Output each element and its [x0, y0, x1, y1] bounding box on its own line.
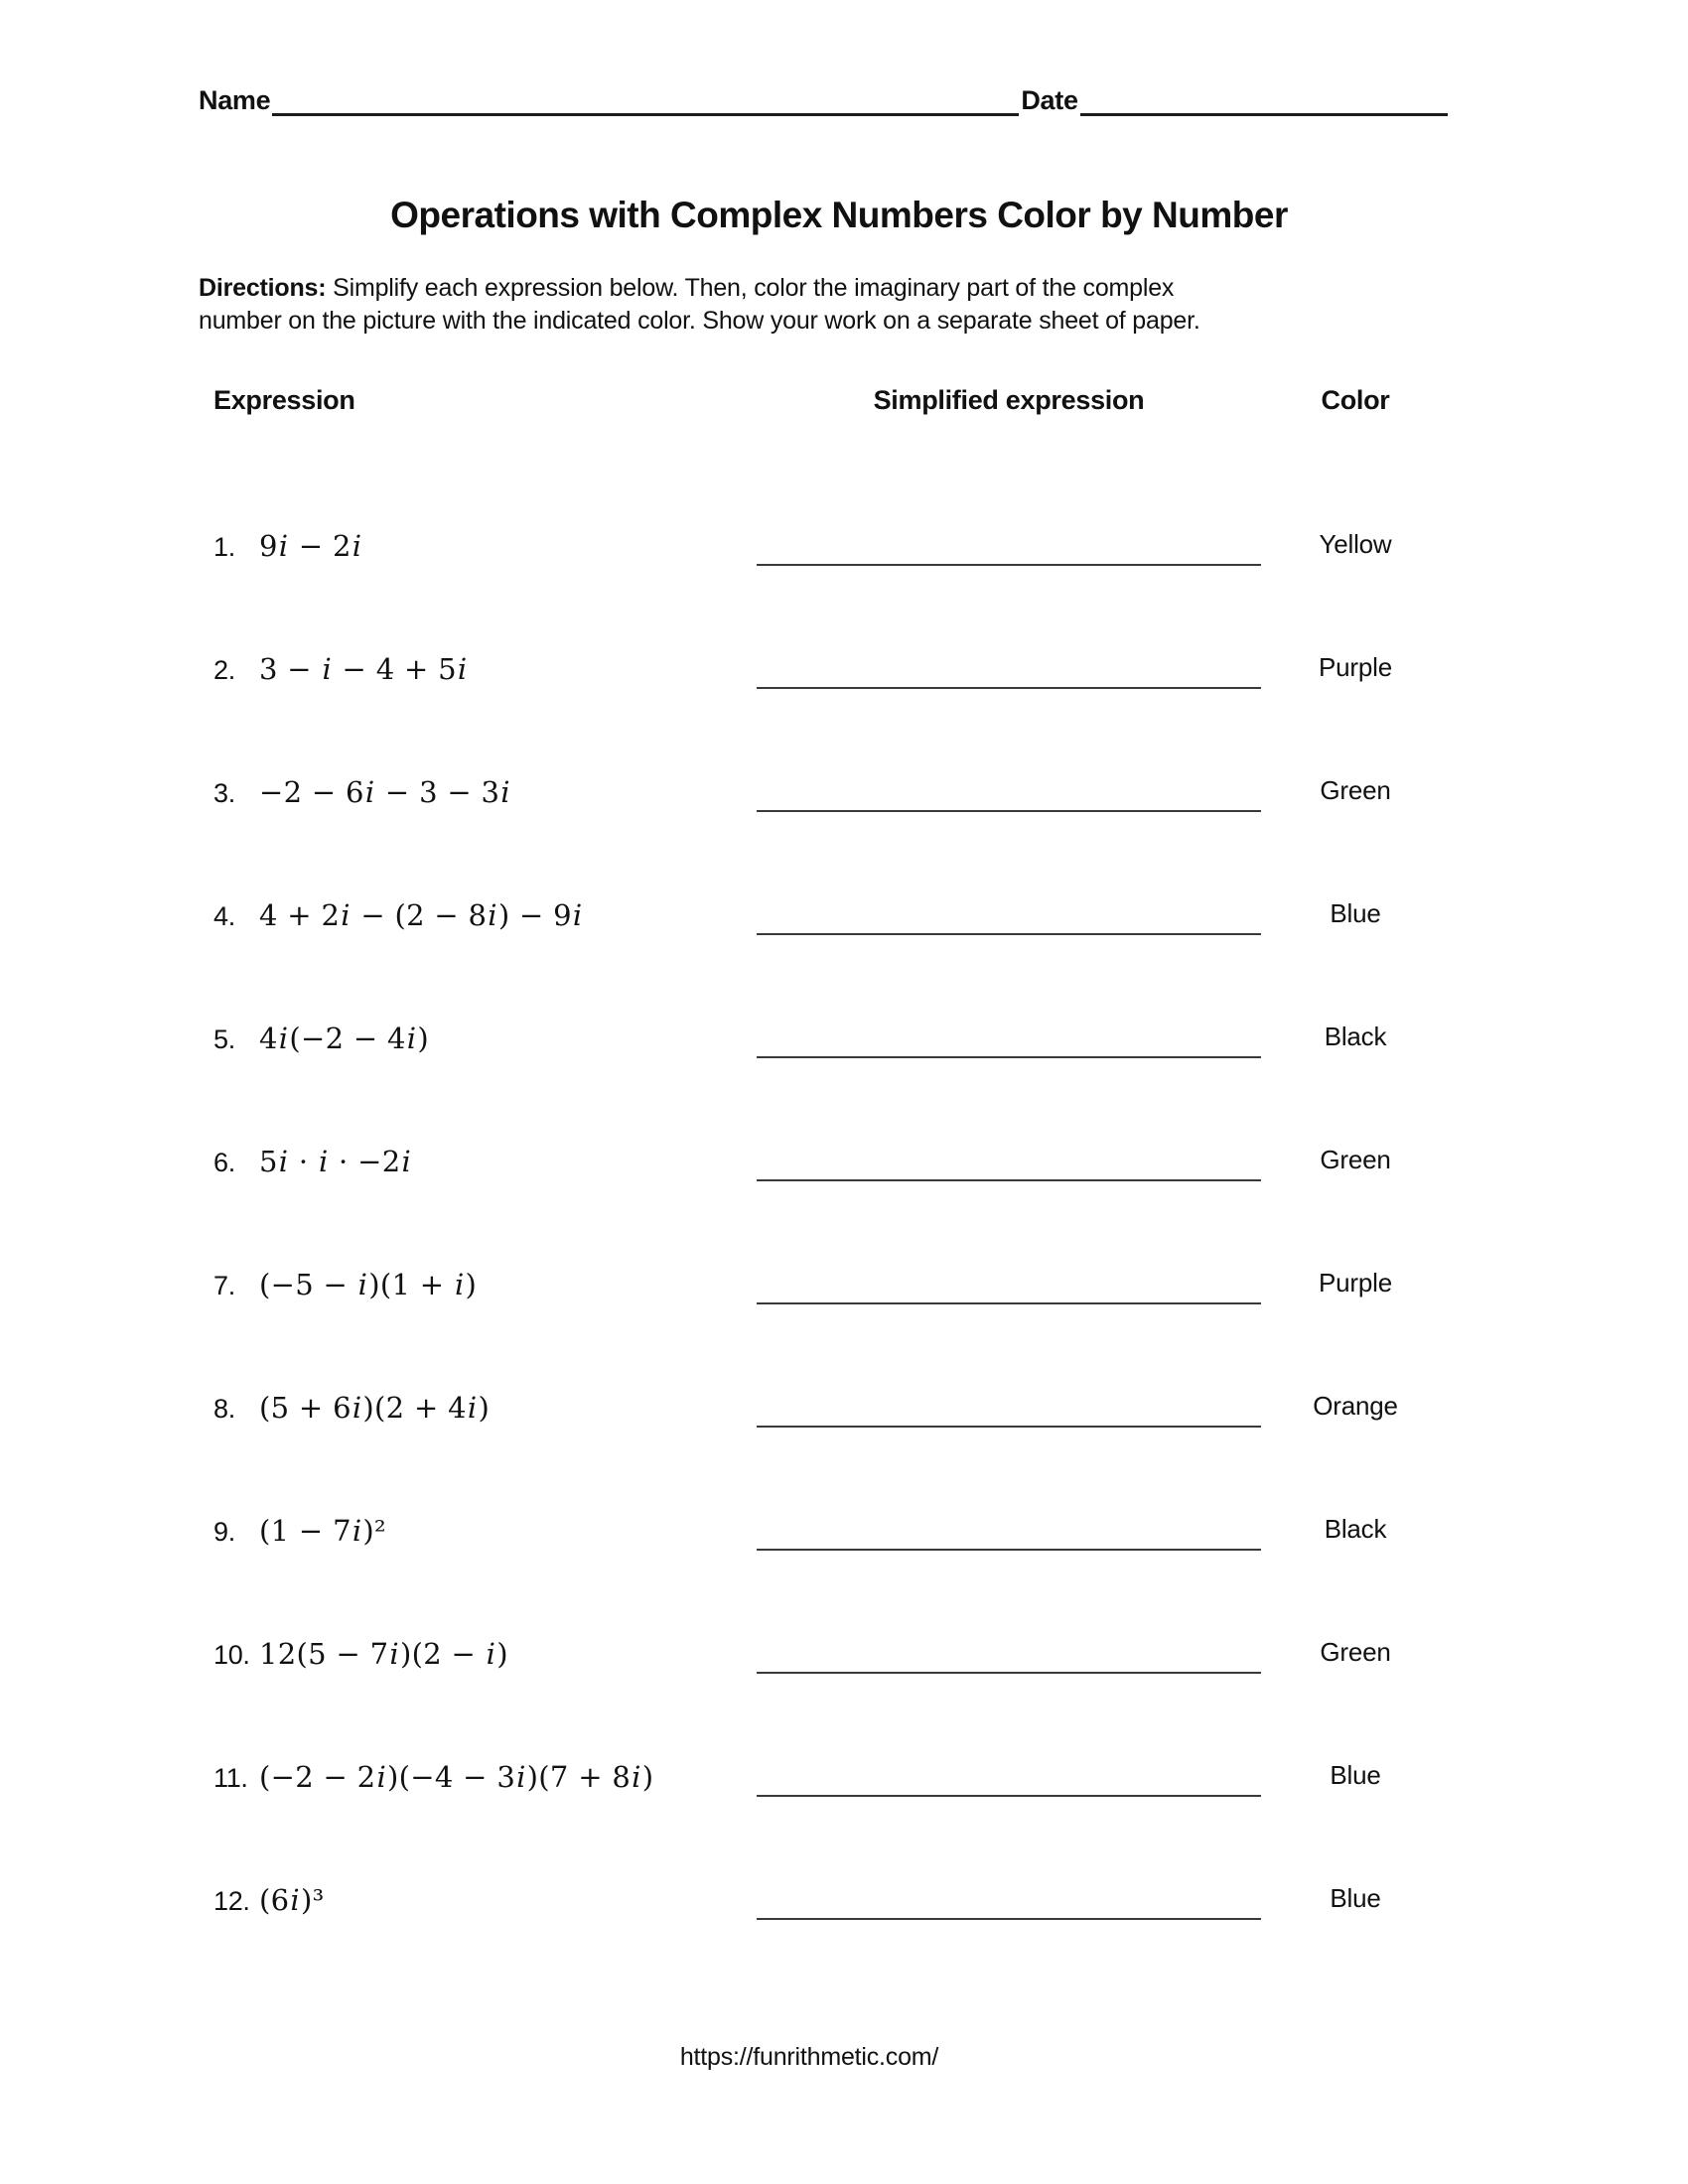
date-label: Date [1021, 85, 1078, 115]
color-label: Blue [1330, 1883, 1381, 1913]
problem-number: 12. [213, 1886, 250, 1916]
answer-blank-line[interactable] [757, 1426, 1261, 1428]
problem-expression: (1 − 7i)² [259, 1514, 386, 1548]
problem-number: 5. [213, 1024, 235, 1054]
answer-blank-line[interactable] [757, 1918, 1261, 1920]
directions-paragraph [199, 272, 1370, 338]
problem-number: 10. [213, 1640, 250, 1670]
column-header-expression: Expression [213, 385, 355, 415]
problem-expression-cell [213, 1637, 757, 1674]
problem-row [213, 1304, 1450, 1428]
problem-row [213, 689, 1450, 812]
problem-expression-cell [213, 529, 757, 566]
problem-expression-cell [213, 1145, 757, 1181]
problem-expression: 4 + 2i − (2 − 8i) − 9i [259, 898, 583, 932]
problem-row [213, 1674, 1450, 1797]
answer-blank-line[interactable] [757, 1302, 1261, 1304]
problem-expression: 9i − 2i [259, 529, 362, 563]
date-blank-line[interactable] [1080, 109, 1448, 116]
problem-expression: (5 + 6i)(2 + 4i) [259, 1391, 491, 1425]
problem-expression-cell [213, 652, 757, 689]
problem-expression: (6i)³ [259, 1883, 325, 1917]
footer-url: https://funrithmetic.com/ [679, 2043, 939, 2071]
color-label: Green [1320, 775, 1391, 805]
problem-number: 6. [213, 1148, 235, 1177]
problem-expression-cell [213, 898, 757, 935]
color-label: Yellow [1319, 529, 1392, 559]
name-date-row [199, 85, 1450, 116]
color-label: Purple [1319, 652, 1392, 682]
problem-number: 9. [213, 1517, 235, 1547]
problem-number: 1. [213, 532, 235, 562]
problem-number: 8. [213, 1394, 235, 1424]
color-label: Purple [1319, 1268, 1392, 1297]
answer-blank-line[interactable] [757, 1179, 1261, 1181]
answer-blank-line[interactable] [757, 810, 1261, 812]
answer-blank-line[interactable] [757, 687, 1261, 689]
problem-expression: (−5 − i)(1 + i) [259, 1268, 478, 1301]
problem-expression-cell [213, 775, 757, 812]
page-title: Operations with Complex Numbers Color by Number [390, 195, 1288, 235]
problem-expression: 5i · i · −2i [259, 1145, 412, 1178]
problem-row [213, 1551, 1450, 1674]
problems-list [213, 443, 1450, 1920]
problem-row [213, 1181, 1450, 1304]
color-label: Blue [1330, 898, 1381, 928]
column-header-color: Color [1321, 385, 1390, 415]
answer-blank-line[interactable] [757, 1672, 1261, 1674]
problem-expression-cell [213, 1268, 757, 1304]
directions-label: Directions: [199, 274, 327, 302]
problem-expression-cell [213, 1514, 757, 1551]
answer-blank-line[interactable] [757, 933, 1261, 935]
problem-expression-cell [213, 1022, 757, 1058]
color-label: Green [1320, 1637, 1391, 1667]
problem-expression: 12(5 − 7i)(2 − i) [259, 1637, 508, 1671]
directions-line1: Simplify each expression below. Then, color the imaginary part of the complex [333, 274, 1175, 302]
problem-row [213, 1428, 1450, 1551]
problem-row [213, 1058, 1450, 1181]
column-header-simplified: Simplified expression [873, 385, 1145, 415]
color-label: Green [1320, 1145, 1391, 1174]
color-label: Black [1324, 1022, 1387, 1051]
name-blank-line[interactable] [272, 109, 1019, 116]
problem-expression-cell [213, 1391, 757, 1428]
problem-expression: 4i(−2 − 4i) [259, 1022, 429, 1055]
problem-expression: −2 − 6i − 3 − 3i [259, 775, 510, 809]
directions-line2: number on the picture with the indicated color. Show your work on a separate sheet of paper. [199, 307, 1200, 335]
problem-row [213, 812, 1450, 935]
answer-blank-line[interactable] [757, 1795, 1261, 1797]
problem-number: 2. [213, 655, 235, 685]
answer-blank-line[interactable] [757, 564, 1261, 566]
color-label: Black [1324, 1514, 1387, 1544]
problem-expression-cell [213, 1883, 757, 1920]
problem-expression: (−2 − 2i)(−4 − 3i)(7 + 8i) [259, 1760, 654, 1794]
problem-row [213, 443, 1450, 566]
problem-row [213, 935, 1450, 1058]
answer-blank-line[interactable] [757, 1549, 1261, 1551]
problem-number: 4. [213, 901, 235, 931]
problem-number: 11. [213, 1763, 248, 1793]
name-label: Name [199, 85, 271, 115]
problem-row [213, 1797, 1450, 1920]
answer-blank-line[interactable] [757, 1056, 1261, 1058]
table-header [213, 385, 1450, 416]
problem-row [213, 566, 1450, 689]
color-label: Blue [1330, 1760, 1381, 1790]
problem-expression-cell [213, 1760, 757, 1797]
problem-expression: 3 − i − 4 + 5i [259, 652, 468, 686]
problem-number: 7. [213, 1271, 235, 1300]
color-label: Orange [1313, 1391, 1398, 1421]
problem-number: 3. [213, 778, 235, 808]
